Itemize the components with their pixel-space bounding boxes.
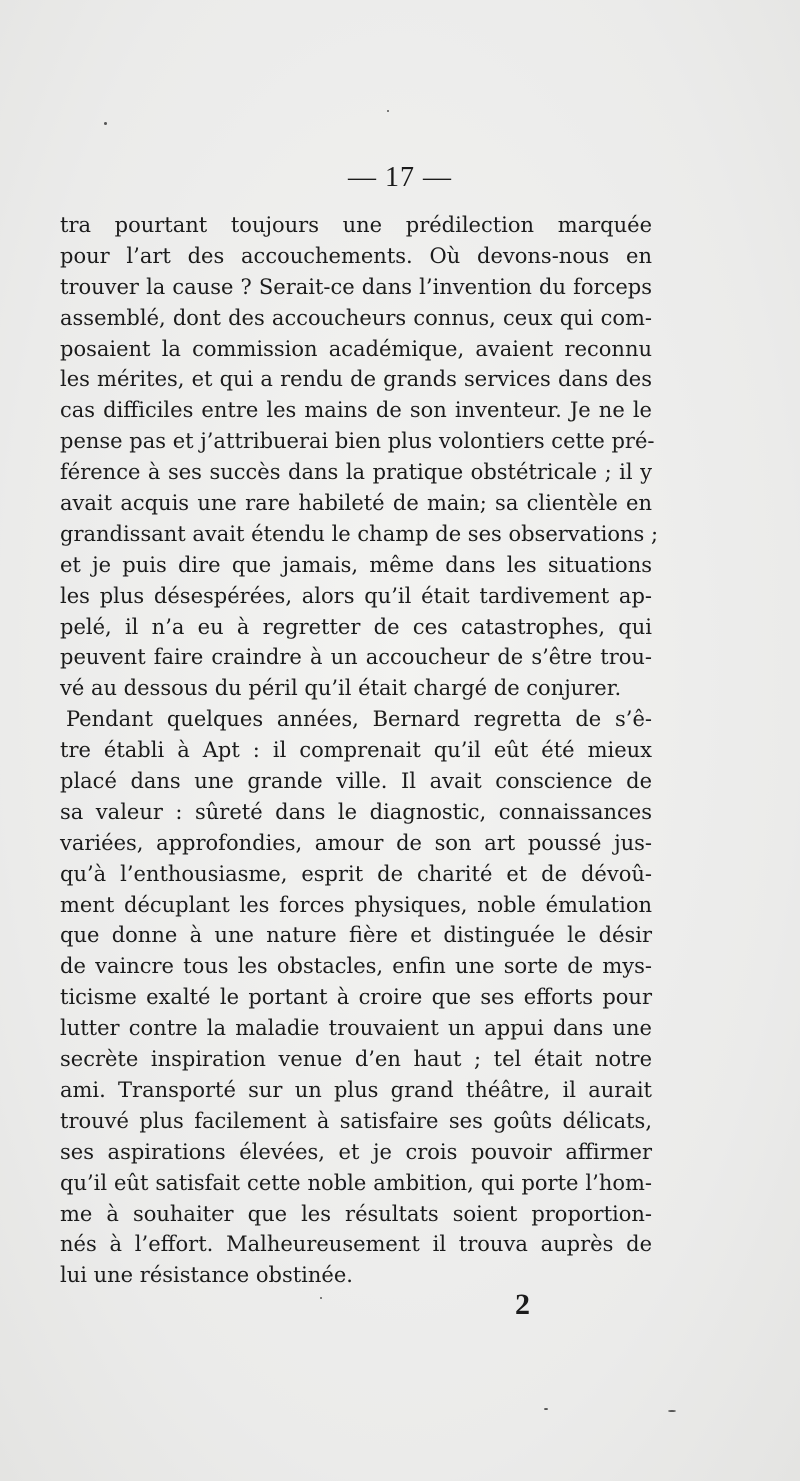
text-line: peuvent faire craindre à un accoucheur de s’être trou- [60, 645, 652, 670]
text-line: trouver la cause ? Serait-ce dans l’invention du forceps [60, 274, 652, 299]
text-line: férence à ses succès dans la pratique obstétricale ; il y [60, 460, 652, 485]
text-line: nés à l’effort. Malheureusement il trouva auprès de [60, 1232, 652, 1257]
paper-speck [668, 1410, 676, 1412]
text-line: cas difficiles entre les mains de son inventeur. Je ne le [60, 398, 652, 423]
text-line: lui une résistance obstinée. [60, 1263, 353, 1288]
text-line: et je puis dire que jamais, même dans les situations [60, 552, 652, 577]
text-line: les plus désespérées, alors qu’il était tardivement ap- [60, 583, 652, 608]
text-line: trouvé plus facilement à satisfaire ses goûts délicats, [60, 1108, 652, 1133]
body-text [60, 210, 659, 1291]
text-line: qu’à l’enthousiasme, esprit de charité et de dévoû- [60, 861, 652, 886]
text-line: tre établi à Apt : il comprenait qu’il eût été mieux [60, 738, 652, 763]
signature-mark: 2 [515, 1288, 530, 1321]
text-line: me à souhaiter que les résultats soient proportion- [60, 1201, 652, 1226]
text-line: ment décuplant les forces physiques, noble émulation [60, 892, 652, 917]
text-line: les mérites, et qui a rendu de grands services dans des [60, 367, 652, 392]
text-line: assemblé, dont des accoucheurs connus, ceux qui com- [60, 305, 652, 330]
text-line: ami. Transporté sur un plus grand théâtre, il aurait [60, 1077, 652, 1102]
paper-speck [104, 122, 107, 125]
text-line: vé au dessous du péril qu’il était chargé de conjurer. [60, 676, 622, 701]
text-line: placé dans une grande ville. Il avait conscience de [60, 769, 652, 794]
text-line: pelé, il n’a eu à regretter de ces catastrophes, qui [60, 614, 652, 639]
paragraph-start-line: Pendant quelques années, Bernard regretta de s’ê- [66, 707, 652, 732]
text-line: sa valeur : sûreté dans le diagnostic, connaissances [60, 799, 652, 824]
text-line: posaient la commission académique, avaient reconnu [60, 336, 652, 361]
text-line: tra pourtant toujours une prédilection marquée [60, 213, 652, 237]
paper-speck [320, 1297, 322, 1299]
text-line: que donne à une nature fière et distinguée le désir [60, 923, 652, 948]
page-number: — 17 — [348, 162, 452, 193]
paper-speck [544, 1408, 548, 1410]
text-line: avait acquis une rare habileté de main; sa clientèle en [60, 491, 652, 516]
text-line: grandissant avait étendu le champ de ses observations ; [60, 521, 659, 546]
text-line: pense pas et j’attribuerai bien plus volontiers cette pré- [60, 429, 655, 454]
text-line: qu’il eût satisfait cette noble ambition, qui porte l’hom- [60, 1170, 652, 1195]
text-line: pour l’art des accouchements. Où devons-nous en [60, 243, 652, 268]
text-line: secrète inspiration venue d’en haut ; tel était notre [60, 1047, 652, 1072]
text-line: variées, approfondies, amour de son art poussé jus- [60, 830, 652, 855]
text-line: lutter contre la maladie trouvaient un appui dans une [60, 1016, 652, 1041]
text-line: ticisme exalté le portant à croire que ses efforts pour [60, 985, 652, 1010]
text-line: ses aspirations élevées, et je crois pouvoir affirmer [60, 1139, 652, 1164]
paper-speck [387, 110, 389, 112]
text-line: de vaincre tous les obstacles, enfin une sorte de mys- [60, 954, 652, 979]
